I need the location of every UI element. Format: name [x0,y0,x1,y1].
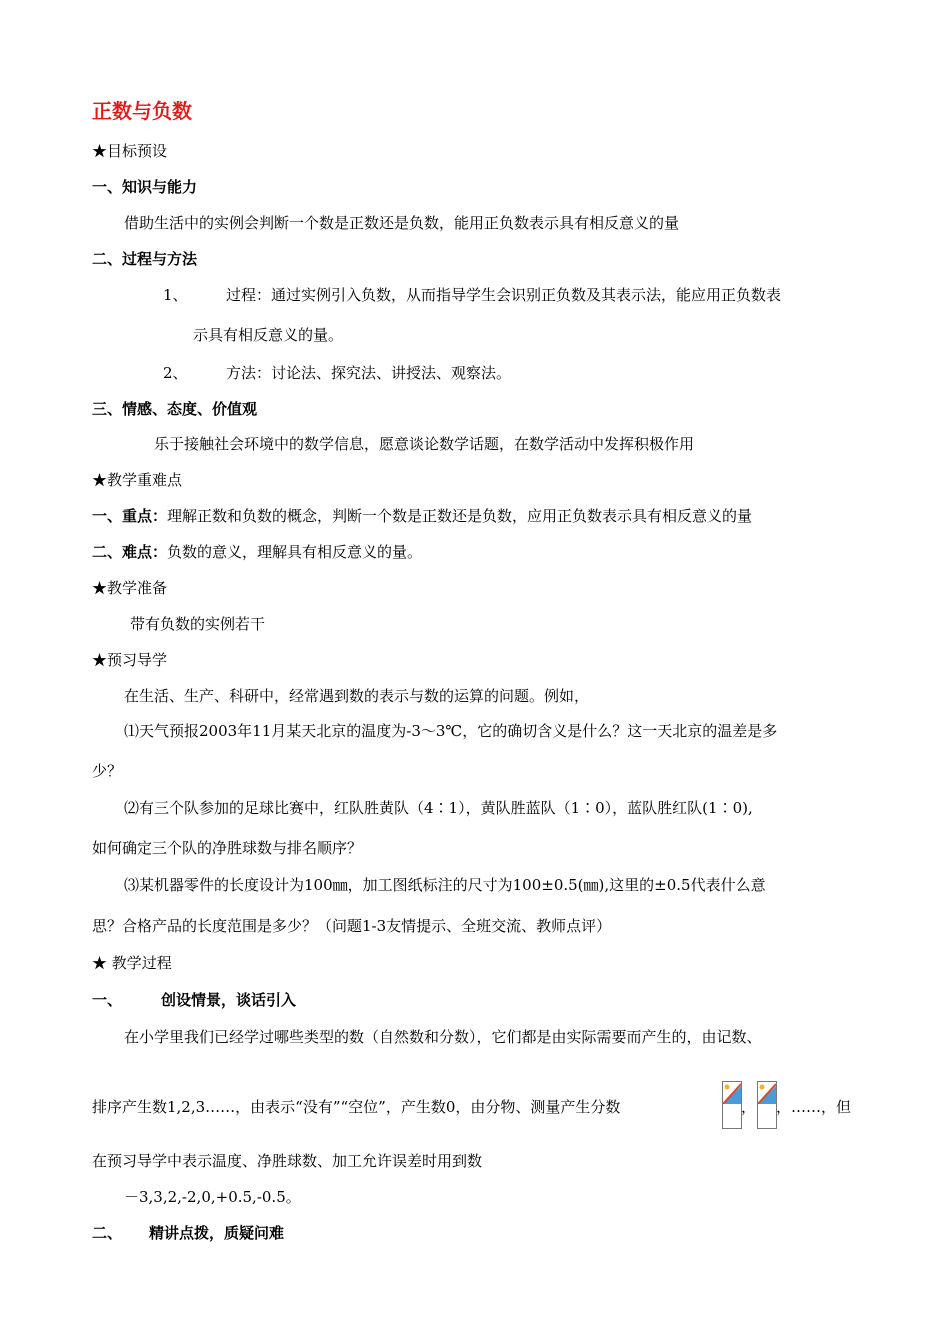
section-preparation-heading: ★教学准备 [92,579,168,597]
process-1-text-line-2b: ，……，但 [776,1098,852,1116]
goal-2-item-1-text: 过程：通过实例引入负数，从而指导学生会识别正负数及其表示法，能应用正负数表 [226,286,782,304]
fraction-image-2 [757,1081,777,1129]
goal-2-item-2-number: 2、 [163,364,188,382]
preview-question-2-line-2: 如何确定三个队的净胜球数与排名顺序？ [92,839,363,857]
goal-1-text: 借助生活中的实例会判断一个数是正数还是负数，能用正负数表示具有相反意义的量 [124,214,680,232]
process-1-number: 一、 [92,991,123,1009]
process-1-heading: 创设情景，谈话引入 [161,991,297,1009]
key-point-2-label: 二、难点： [92,543,168,561]
fraction-separator-comma: ， [741,1098,757,1116]
key-point-1-text: 理解正数和负数的概念，判断一个数是正数还是负数，应用正负数表示具有相反意义的量 [167,507,753,525]
preview-question-3-line-1: ⑶某机器零件的长度设计为100㎜，加工图纸标注的尺寸为100±0.5(㎜),这里的±0.5代表什么意 [124,876,766,894]
goal-3-text: 乐于接触社会环境中的数学信息，愿意谈论数学话题，在数学活动中发挥积极作用 [154,435,695,453]
fraction-image-1 [722,1081,742,1129]
section-process-heading: ★ 教学过程 [92,954,172,972]
process-1-text-line-3: 在预习导学中表示温度、净胜球数、加工允许误差时用到数 [92,1152,483,1170]
key-point-1 [92,506,752,526]
goal-2-item-2-text: 方法：讨论法、探究法、讲授法、观察法。 [226,364,512,382]
process-2-number: 二、 [92,1224,123,1242]
goal-2-item-1-number: 1、 [163,286,188,304]
preview-question-1-line-1: ⑴天气预报2003年11月某天北京的温度为-3～3℃，它的确切含义是什么？这一天北京的温差是多 [124,722,778,740]
goal-2-item-1-continuation: 示具有相反意义的量。 [193,326,344,344]
preview-question-1-line-2: 少？ [92,762,123,780]
page-title: 正数与负数 [92,99,192,123]
key-point-1-label: 一、重点： [92,507,168,525]
process-1-text-line-1: 在小学里我们已经学过哪些类型的数（自然数和分数），它们都是由实际需要而产生的，由记数、 [124,1028,762,1046]
preview-question-3-line-2: 思？合格产品的长度范围是多少？（问题1-3友情提示、全班交流、教师点评） [92,917,612,935]
process-1-text-line-2a: 排序产生数1,2,3……，由表示“没有”“空位”，产生数0，由分物、测量产生分数 [92,1098,621,1116]
preview-intro: 在生活、生产、科研中，经常遇到数的表示与数的运算的问题。例如， [124,687,590,705]
goal-2-heading: 二、过程与方法 [92,250,198,268]
section-goals-heading: ★目标预设 [92,142,168,160]
goal-3-heading: 三、情感、态度、价值观 [92,400,258,418]
preparation-text: 带有负数的实例若干 [130,615,266,633]
process-2-heading: 精讲点拨，质疑问难 [149,1224,285,1242]
preview-question-2-line-1: ⑵有三个队参加的足球比赛中，红队胜黄队（4∶1），黄队胜蓝队（1∶0），蓝队胜红队(1∶0), [124,799,753,817]
section-key-points-heading: ★教学重难点 [92,471,183,489]
key-point-2 [92,542,422,562]
section-preview-heading: ★预习导学 [92,651,168,669]
goal-1-heading: 一、知识与能力 [92,178,198,196]
key-point-2-text: 负数的意义，理解具有相反意义的量。 [167,543,423,561]
process-1-text-line-4: －3,3,2,-2,0,+0.5,-0.5。 [124,1188,301,1206]
